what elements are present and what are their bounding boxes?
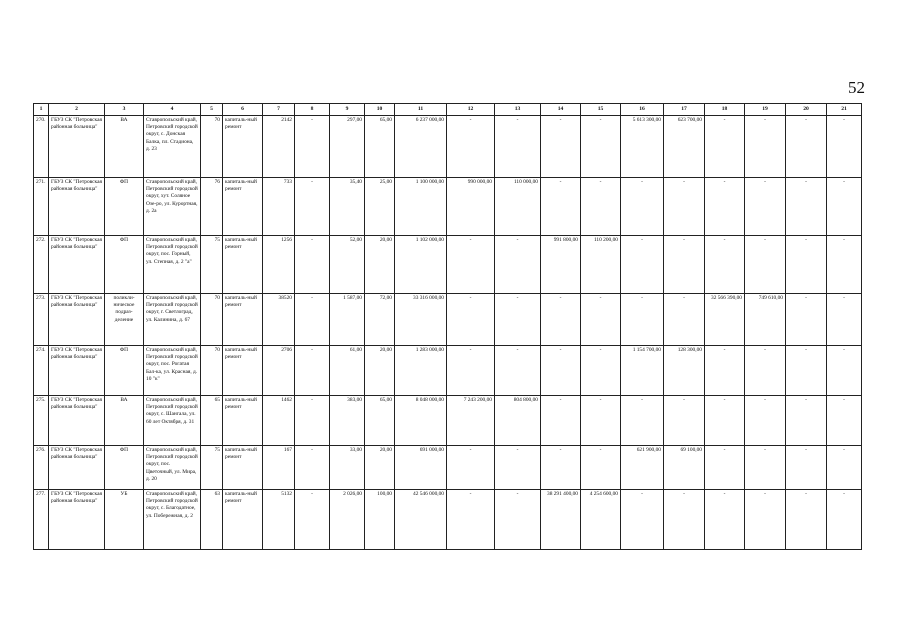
table-cell-col-19: - xyxy=(745,116,786,178)
table-cell-col-15: - xyxy=(581,396,621,446)
table-row xyxy=(34,396,862,446)
column-header-17: 17 xyxy=(664,104,705,116)
column-header-21: 21 xyxy=(827,104,862,116)
table-cell-col-14: - xyxy=(541,116,581,178)
table-cell-col-20: - xyxy=(786,236,827,294)
table-cell-col-21: - xyxy=(827,490,862,550)
table-cell-col-5: 70 xyxy=(201,346,223,396)
table-cell-col-21: - xyxy=(827,294,862,346)
table-cell-col-20: - xyxy=(786,294,827,346)
table-cell-col-6: капиталь-ный ремонт xyxy=(223,294,263,346)
column-header-19: 19 xyxy=(745,104,786,116)
table-cell-col-15: - xyxy=(581,346,621,396)
table-cell-col-18: - xyxy=(705,490,745,550)
table-cell-col-2: ГБУЗ СК "Петровская районная больница" xyxy=(49,294,105,346)
table-cell-col-20: - xyxy=(786,346,827,396)
table-cell-col-17: 69 100,00 xyxy=(664,446,705,490)
column-header-13: 13 xyxy=(495,104,541,116)
table-cell-col-9: 35,40 xyxy=(330,178,365,236)
table-cell-col-10: 20,00 xyxy=(365,446,395,490)
table-cell-col-8: - xyxy=(295,346,330,396)
table-cell-col-6: капиталь-ный ремонт xyxy=(223,446,263,490)
table-cell-col-5: 63 xyxy=(201,490,223,550)
table-cell-col-12: - xyxy=(447,236,495,294)
table-cell-col-7: 38520 xyxy=(263,294,295,346)
table-cell-col-17: - xyxy=(664,396,705,446)
table-cell-col-5: 75 xyxy=(201,446,223,490)
table-cell-col-2: ГБУЗ СК "Петровская районная больница" xyxy=(49,490,105,550)
table-cell-col-9: 297,00 xyxy=(330,116,365,178)
table-cell-col-21: - xyxy=(827,446,862,490)
table-cell-col-3: ФП xyxy=(105,346,144,396)
column-header-9: 9 xyxy=(330,104,365,116)
table-cell-col-1: 272. xyxy=(34,236,49,294)
table-cell-col-18: - xyxy=(705,116,745,178)
table-cell-col-11: 42 546 000,00 xyxy=(395,490,447,550)
table-cell-col-17: - xyxy=(664,178,705,236)
table-cell-col-20: - xyxy=(786,490,827,550)
column-header-18: 18 xyxy=(705,104,745,116)
table-cell-col-2: ГБУЗ СК "Петровская районная больница" xyxy=(49,178,105,236)
table-cell-col-12: - xyxy=(447,116,495,178)
table-cell-col-4: Ставропольский край, Петровский городской округ, хут. Соляное Озе-ро, ул. Курортная, д. 2а xyxy=(144,178,201,236)
table-cell-col-2: ГБУЗ СК "Петровская районная больница" xyxy=(49,116,105,178)
table-cell-col-16: 1 154 700,00 xyxy=(621,346,664,396)
table-cell-col-3: ФП xyxy=(105,178,144,236)
table-cell-col-9: 1 587,00 xyxy=(330,294,365,346)
table-cell-col-18: - xyxy=(705,446,745,490)
table-cell-col-11: 6 237 000,00 xyxy=(395,116,447,178)
table-cell-col-4: Ставропольский край, Петровский городской округ, с. Шангала, ул. 60 лет Октября, д. 31 xyxy=(144,396,201,446)
table-row xyxy=(34,346,862,396)
table-cell-col-17: 623 700,00 xyxy=(664,116,705,178)
table-cell-col-19: 749 610,00 xyxy=(745,294,786,346)
table-cell-col-1: 273. xyxy=(34,294,49,346)
table-cell-col-14: 38 291 400,00 xyxy=(541,490,581,550)
column-header-1: 1 xyxy=(34,104,49,116)
table-cell-col-14: - xyxy=(541,294,581,346)
table-cell-col-18: 32 566 390,00 xyxy=(705,294,745,346)
table-cell-col-20: - xyxy=(786,446,827,490)
table-cell-col-18: - xyxy=(705,236,745,294)
table-cell-col-19: - xyxy=(745,490,786,550)
table-cell-col-15: - xyxy=(581,116,621,178)
table-cell-col-3: ФП xyxy=(105,446,144,490)
table-row xyxy=(34,294,862,346)
table-cell-col-18: - xyxy=(705,346,745,396)
table-row xyxy=(34,178,862,236)
table-cell-col-11: 691 000,00 xyxy=(395,446,447,490)
column-header-7: 7 xyxy=(263,104,295,116)
table-cell-col-7: 1462 xyxy=(263,396,295,446)
table-row xyxy=(34,236,862,294)
table-cell-col-4: Ставропольский край, Петровский городской округ, г. Светлоград, ул. Калинина, д. 67 xyxy=(144,294,201,346)
table-cell-col-2: ГБУЗ СК "Петровская районная больница" xyxy=(49,346,105,396)
table-cell-col-13: - xyxy=(495,446,541,490)
table-cell-col-2: ГБУЗ СК "Петровская районная больница" xyxy=(49,396,105,446)
table-body xyxy=(34,116,862,550)
table-cell-col-14: - xyxy=(541,396,581,446)
table-cell-col-11: 1 102 000,00 xyxy=(395,236,447,294)
table-cell-col-14: - xyxy=(541,446,581,490)
column-header-16: 16 xyxy=(621,104,664,116)
table-cell-col-10: 100,00 xyxy=(365,490,395,550)
table-cell-col-12: - xyxy=(447,446,495,490)
table-cell-col-8: - xyxy=(295,396,330,446)
table-cell-col-7: 2142 xyxy=(263,116,295,178)
table-cell-col-19: - xyxy=(745,178,786,236)
table-cell-col-1: 276. xyxy=(34,446,49,490)
table-cell-col-9: 52,00 xyxy=(330,236,365,294)
table-cell-col-1: 275. xyxy=(34,396,49,446)
table-cell-col-16: - xyxy=(621,178,664,236)
table-cell-col-17: 128 300,00 xyxy=(664,346,705,396)
column-header-15: 15 xyxy=(581,104,621,116)
page-number: 52 xyxy=(848,78,865,97)
column-header-4: 4 xyxy=(144,104,201,116)
table-cell-col-7: 1256 xyxy=(263,236,295,294)
table-cell-col-16: - xyxy=(621,396,664,446)
table-cell-col-13: - xyxy=(495,294,541,346)
table-cell-col-14: - xyxy=(541,346,581,396)
table-row xyxy=(34,116,862,178)
table-cell-col-21: - xyxy=(827,396,862,446)
table-cell-col-17: - xyxy=(664,490,705,550)
table-cell-col-20: - xyxy=(786,178,827,236)
table-cell-col-11: 1 283 000,00 xyxy=(395,346,447,396)
table-cell-col-6: капиталь-ный ремонт xyxy=(223,346,263,396)
column-header-3: 3 xyxy=(105,104,144,116)
table-cell-col-6: капиталь-ный ремонт xyxy=(223,490,263,550)
table-cell-col-8: - xyxy=(295,178,330,236)
table-cell-col-4: Ставропольский край, Петровский городской округ, с. Донская Балка, пл. Стадиона, д. 23 xyxy=(144,116,201,178)
table-cell-col-5: 65 xyxy=(201,396,223,446)
table-cell-col-8: - xyxy=(295,490,330,550)
table-cell-col-19: - xyxy=(745,346,786,396)
table-cell-col-7: 5132 xyxy=(263,490,295,550)
table-cell-col-21: - xyxy=(827,178,862,236)
table-cell-col-5: 70 xyxy=(201,294,223,346)
table-cell-col-3: ВА xyxy=(105,116,144,178)
table-cell-col-15: - xyxy=(581,294,621,346)
table-cell-col-9: 2 026,00 xyxy=(330,490,365,550)
column-header-11: 11 xyxy=(395,104,447,116)
table-cell-col-6: капиталь-ный ремонт xyxy=(223,236,263,294)
table-cell-col-6: капиталь-ный ремонт xyxy=(223,396,263,446)
table-cell-col-8: - xyxy=(295,236,330,294)
table-cell-col-12: - xyxy=(447,294,495,346)
table-cell-col-11: 8 048 000,00 xyxy=(395,396,447,446)
table-cell-col-12: 7 243 200,00 xyxy=(447,396,495,446)
table-row xyxy=(34,490,862,550)
table-cell-col-15: 4 254 600,00 xyxy=(581,490,621,550)
table-cell-col-10: 65,00 xyxy=(365,116,395,178)
table-cell-col-13: - xyxy=(495,236,541,294)
table-cell-col-9: 383,00 xyxy=(330,396,365,446)
table-cell-col-14: - xyxy=(541,178,581,236)
table-cell-col-4: Ставропольский край, Петровский городской округ, пос. Рогатая Бал-ка, ул. Красная, д. 10 "к" xyxy=(144,346,201,396)
table-cell-col-15: 110 200,00 xyxy=(581,236,621,294)
table-cell-col-8: - xyxy=(295,294,330,346)
table-cell-col-5: 75 xyxy=(201,236,223,294)
table-cell-col-10: 20,00 xyxy=(365,236,395,294)
table-cell-col-16: 621 900,00 xyxy=(621,446,664,490)
table-cell-col-16: - xyxy=(621,490,664,550)
table-cell-col-13: 110 000,00 xyxy=(495,178,541,236)
table-cell-col-6: капиталь-ный ремонт xyxy=(223,178,263,236)
table-cell-col-14: 991 800,00 xyxy=(541,236,581,294)
table-cell-col-21: - xyxy=(827,116,862,178)
table-cell-col-11: 33 316 000,00 xyxy=(395,294,447,346)
table-cell-col-5: 70 xyxy=(201,116,223,178)
table-cell-col-12: 990 000,00 xyxy=(447,178,495,236)
table-cell-col-3: УБ xyxy=(105,490,144,550)
column-header-6: 6 xyxy=(223,104,263,116)
table-cell-col-18: - xyxy=(705,396,745,446)
table-cell-col-4: Ставропольский край, Петровский городской округ, пос. Цветочный, ул. Мира, д. 20 xyxy=(144,446,201,490)
header-row xyxy=(34,104,862,116)
facilities-table xyxy=(33,103,862,550)
table-cell-col-9: 61,00 xyxy=(330,346,365,396)
column-header-2: 2 xyxy=(49,104,105,116)
table-cell-col-13: 804 800,00 xyxy=(495,396,541,446)
table-cell-col-10: 72,00 xyxy=(365,294,395,346)
table-cell-col-13: - xyxy=(495,346,541,396)
table-cell-col-16: - xyxy=(621,236,664,294)
column-header-12: 12 xyxy=(447,104,495,116)
table-cell-col-5: 76 xyxy=(201,178,223,236)
table-cell-col-17: - xyxy=(664,236,705,294)
table-cell-col-13: - xyxy=(495,116,541,178)
table-cell-col-4: Ставропольский край, Петровский городской округ, пос. Горный, ул. Степная, д. 2 "а" xyxy=(144,236,201,294)
table-cell-col-17: - xyxy=(664,294,705,346)
table-cell-col-19: - xyxy=(745,396,786,446)
table-cell-col-10: 65,00 xyxy=(365,396,395,446)
table-cell-col-18: - xyxy=(705,178,745,236)
table-cell-col-7: 2706 xyxy=(263,346,295,396)
table-cell-col-8: - xyxy=(295,446,330,490)
table-cell-col-3: ФП xyxy=(105,236,144,294)
column-header-20: 20 xyxy=(786,104,827,116)
table-cell-col-10: 20,00 xyxy=(365,346,395,396)
table-cell-col-21: - xyxy=(827,236,862,294)
table-cell-col-19: - xyxy=(745,236,786,294)
table-cell-col-1: 274. xyxy=(34,346,49,396)
table-cell-col-13: - xyxy=(495,490,541,550)
table-cell-col-7: 167 xyxy=(263,446,295,490)
table-cell-col-1: 277. xyxy=(34,490,49,550)
column-header-5: 5 xyxy=(201,104,223,116)
table-cell-col-16: - xyxy=(621,294,664,346)
table-cell-col-7: 733 xyxy=(263,178,295,236)
table-cell-col-2: ГБУЗ СК "Петровская районная больница" xyxy=(49,236,105,294)
table-cell-col-8: - xyxy=(295,116,330,178)
table-cell-col-16: 5 613 300,00 xyxy=(621,116,664,178)
table-cell-col-11: 1 100 000,00 xyxy=(395,178,447,236)
table-cell-col-1: 270. xyxy=(34,116,49,178)
table-cell-col-20: - xyxy=(786,396,827,446)
table-cell-col-15: - xyxy=(581,446,621,490)
table-cell-col-21: - xyxy=(827,346,862,396)
table-cell-col-3: поликли-ническое подраз-деление xyxy=(105,294,144,346)
table-cell-col-10: 25,00 xyxy=(365,178,395,236)
table-cell-col-4: Ставропольский край, Петровский городской округ, с. Благодатное, ул. Побережная, д. 2 xyxy=(144,490,201,550)
table-row xyxy=(34,446,862,490)
table-cell-col-2: ГБУЗ СК "Петровская районная больница" xyxy=(49,446,105,490)
table-cell-col-9: 33,00 xyxy=(330,446,365,490)
table-cell-col-20: - xyxy=(786,116,827,178)
table-cell-col-1: 271. xyxy=(34,178,49,236)
column-header-10: 10 xyxy=(365,104,395,116)
table-cell-col-12: - xyxy=(447,346,495,396)
column-header-14: 14 xyxy=(541,104,581,116)
table-cell-col-6: капиталь-ный ремонт xyxy=(223,116,263,178)
table-cell-col-19: - xyxy=(745,446,786,490)
column-header-8: 8 xyxy=(295,104,330,116)
table-cell-col-15: - xyxy=(581,178,621,236)
table-cell-col-3: ВА xyxy=(105,396,144,446)
table-cell-col-12: - xyxy=(447,490,495,550)
